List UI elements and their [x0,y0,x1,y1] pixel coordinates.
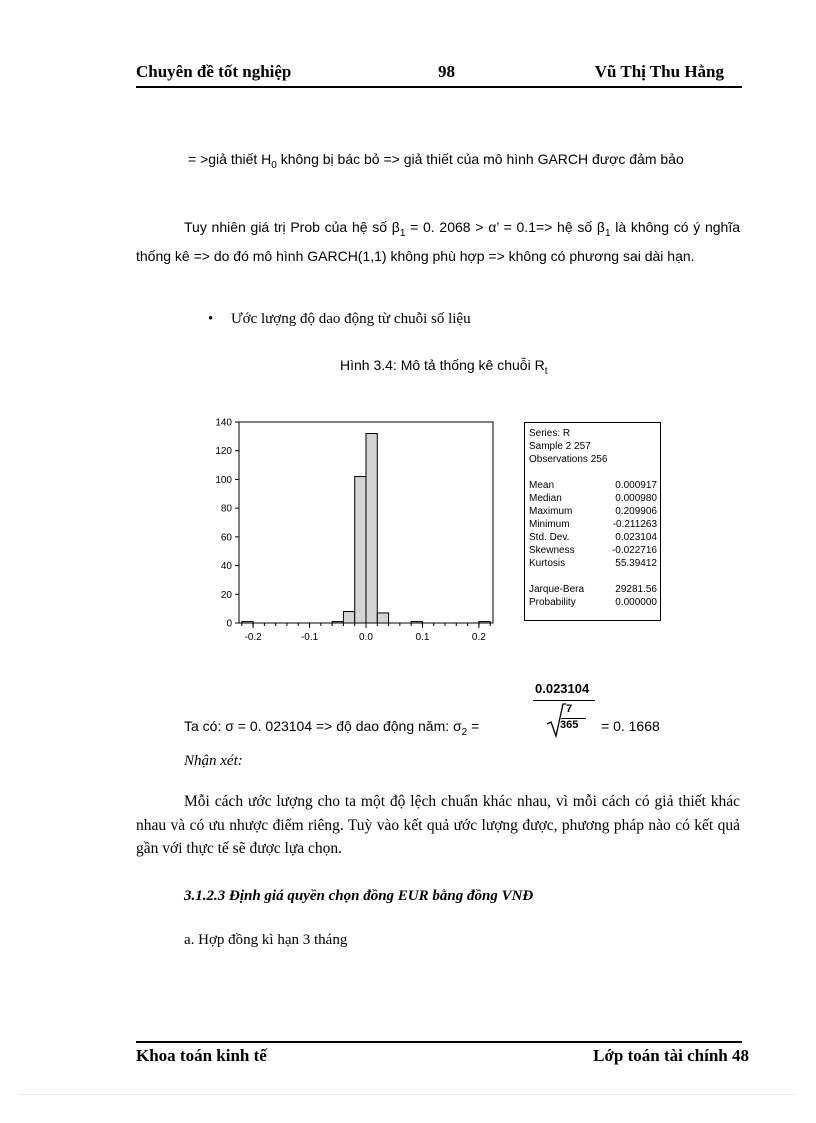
y-axis [215,418,239,630]
footer-right: Lớp toán tài chính 48 [593,1046,749,1065]
stats-label: Skewness [529,545,575,556]
bullet-item [208,311,471,328]
y-tick-label: 40 [220,561,232,573]
stats-value: 29281.56 [615,584,657,595]
stats-label: Minimum [529,519,570,530]
x-tick-label: -0.1 [300,632,319,643]
p2-subscript-2: 1 [604,227,611,239]
y-tick-label: 100 [215,474,232,486]
footer-rule [136,1041,742,1043]
formula-text: Ta có: σ = 0. 023104 => độ dao động năm: σ [184,718,462,734]
x-tick-label: 0.1 [415,632,430,643]
p1-text-b: không bị bác bỏ => giả thiết của mô hình GARCH được đảm bảo [276,151,684,167]
stats-box [524,422,661,621]
stats-label: Jarque-Bera [529,584,585,595]
stats-value: 0.023104 [615,532,657,543]
histogram-bar [343,612,354,623]
page-number: 98 [438,62,455,81]
histogram-chart [205,412,505,652]
stats-row [529,583,657,596]
y-tick-label: 120 [215,446,232,458]
x-tick-label: 0.2 [471,632,486,643]
remark-heading: Nhận xét: [184,753,243,769]
p1-text-a: = >giả thiết H [188,151,272,167]
histogram-bar [355,477,366,623]
subsection-heading: a. Hợp đồng kì hạn 3 tháng [184,932,348,948]
stats-row [529,531,657,544]
formula-subscript: 2 [461,726,468,738]
y-tick-label: 80 [220,503,232,515]
p1-subscript: 0 [271,159,277,171]
stats-rows [529,479,657,570]
stats-label: Std. Dev. [529,532,570,543]
section-heading: 3.1.2.3 Định giá quyền chọn đồng EUR bằng đồng VNĐ [184,888,534,904]
x-tick-label: -0.2 [244,632,262,643]
figure-caption-text: Hình 3.4: Mô tả thống kê chuỗi R [340,357,545,373]
stats-value: 0.000980 [615,493,657,504]
histogram-bar [377,613,388,623]
stats-value: -0.022716 [611,545,657,556]
sqrt-numerator: 7 [566,703,573,715]
paragraph-3: Mỗi cách ước lượng cho ta một độ lệch chuẩn khác nhau, vì mỗi cách có giả thiết khác nhau và có ưu nhược điểm riêng. Tuỳ vào kết quả ước lượng được, phương pháp nào có kết quả gần với thực tế sẽ được lựa chọn. [136,793,740,857]
figure-caption [340,357,547,377]
stats-observations: Observations 256 [529,454,608,465]
y-tick-label: 0 [226,618,232,630]
stats-label: Kurtosis [529,558,566,569]
figure-caption-subscript: t [544,365,548,377]
stats-row [529,596,657,609]
paragraph-1 [136,148,740,177]
paragraph-2 [136,216,740,269]
stats-value: 0.209906 [615,506,657,517]
header-right: Vũ Thị Thu Hằng [594,62,724,81]
formula-equals: = [467,718,480,734]
histogram-bar [411,622,422,623]
stats-value: 55.39412 [615,558,657,569]
stats-label: Median [529,493,562,504]
y-tick-label: 140 [215,417,232,429]
p2-text-a: Tuy nhiên giá trị Prob của hệ số β [184,219,400,235]
stats-row [529,505,657,518]
formula-result: = 0. 1668 [601,718,660,734]
fraction-bar [533,700,595,701]
histogram-bar [479,622,490,623]
stats-value: -0.211263 [612,519,657,530]
formula-numerator: 0.023104 [535,681,590,696]
stats-series: Series: R [529,428,571,439]
sqrt-denominator: 365 [560,719,579,731]
header-rule [136,86,742,88]
stats-row [529,492,657,505]
x-tick-label: 0.0 [359,632,373,643]
stats-row [529,518,657,531]
stats-row [529,544,657,557]
page-edge-line [20,1094,796,1095]
p2-text-b: = 0. 2068 > α’ = 0.1=> hệ số β [405,219,605,235]
p2-subscript-1: 1 [399,227,406,239]
header-left: Chuyên đề tốt nghiệp [136,62,292,81]
p2-text-c: là không có ý nghĩa thống kê => do đó mô hình GARCH(1,1) không phù hợp => không có phương sai dài hạn. [136,219,741,265]
bullet-text: Ước lượng độ dao động từ chuỗi số liệu [231,311,471,327]
stats-label: Maximum [529,506,573,517]
histogram-bar [366,433,377,623]
stats-sample: Sample 2 257 [529,441,591,452]
bullet-symbol: • [208,311,214,327]
y-tick-label: 20 [220,589,232,601]
stats-row [529,479,657,492]
y-tick-label: 60 [220,532,232,544]
x-axis [242,623,490,643]
histogram-bar [332,622,343,623]
footer-left: Khoa toán kinh tế [136,1046,267,1065]
stats-label: Mean [529,480,555,491]
histogram-bars [242,433,490,623]
histogram-bar [242,622,253,623]
stats-rows-2 [529,583,657,609]
stats-label: Probability [529,597,576,608]
formula-line [184,718,479,738]
stats-value: 0.000000 [615,597,657,608]
stats-row [529,557,657,570]
stats-value: 0.000917 [615,480,657,491]
